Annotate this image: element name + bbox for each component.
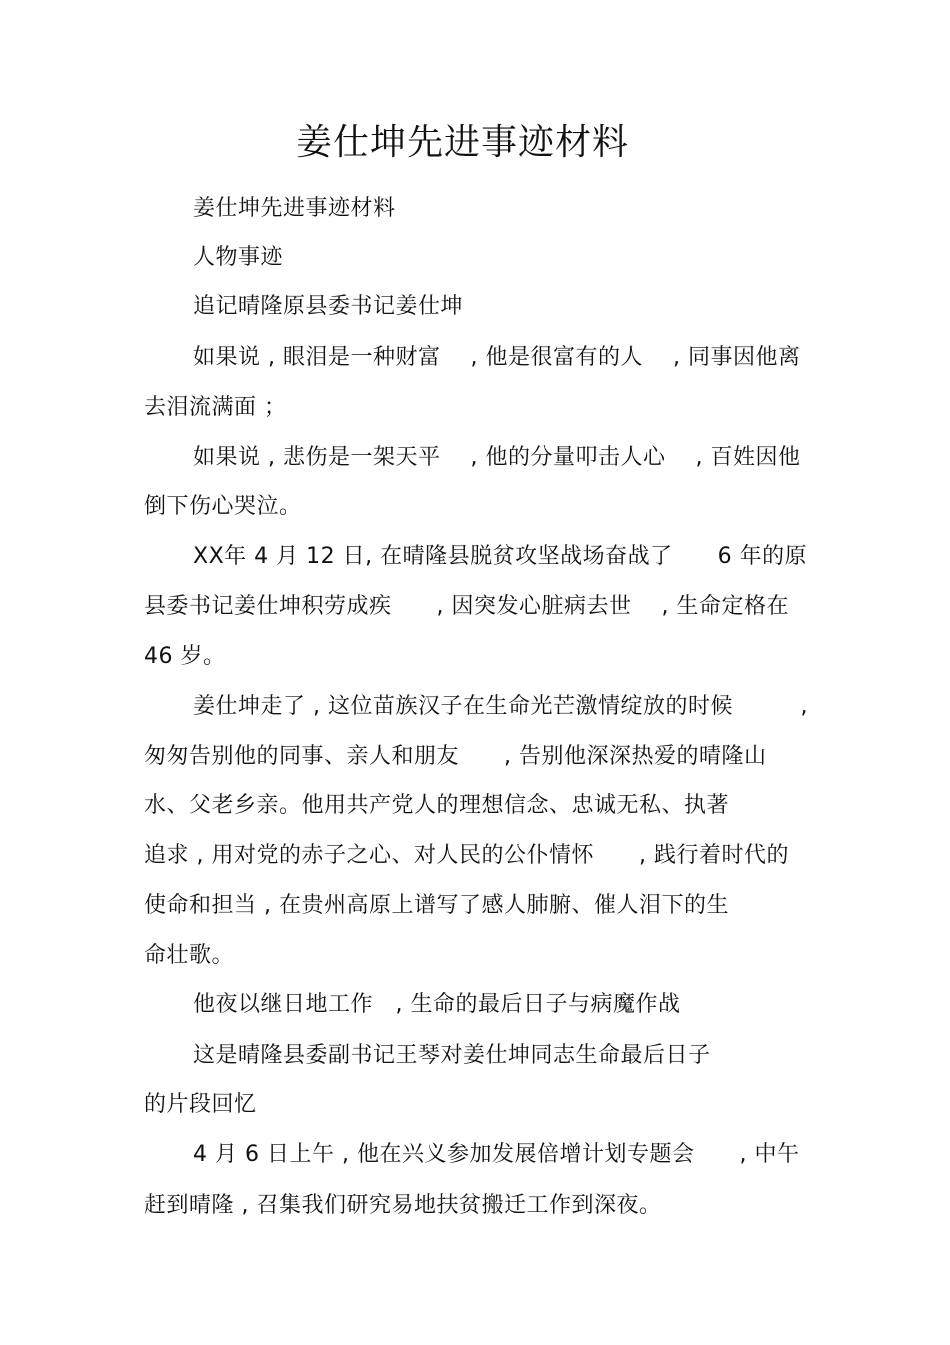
paragraph-line: 姜仕坤走了 , 这位苗族汉子在生命光芒激情绽放的时候 , [193, 694, 808, 719]
paragraph-line: 4 月 6 日上午 , 他在兴义参加发展倍增计划专题会 , 中午 [193, 1142, 800, 1167]
paragraph-line: 去泪流满面 ； [144, 395, 287, 420]
paragraph-line: 他夜以继日地工作 , 生命的最后日子与病魔作战 [193, 992, 681, 1017]
paragraph-line: 如果说 , 眼泪是一种财富 , 他是很富有的人 , 同事因他离 [193, 345, 801, 370]
paragraph-line: XX年 4 月 12 日, 在晴隆县脱贫攻坚战场奋战了 6 年的原 [193, 544, 808, 569]
paragraph-line: 匆匆告别他的同事、亲人和朋友 , 告别他深深热爱的晴隆山 [144, 744, 767, 769]
paragraph-line: 使命和担当 , 在贵州高原上谱写了感人肺腑、催人泪下的生 [144, 893, 729, 918]
document-title: 姜仕坤先进事迹材料 [295, 122, 629, 163]
paragraph-line: 追求 , 用对党的赤子之心、对人民的公仆情怀 , 践行着时代的 [144, 843, 789, 868]
paragraph-line: 如果说 , 悲伤是一架天平 , 他的分量叩击人心 , 百姓因他 [193, 445, 801, 470]
paragraph-line: 赶到晴隆 , 召集我们研究易地扶贫搬迁工作到深夜。 [144, 1193, 662, 1218]
paragraph-line: 倒下伤心哭泣。 [144, 494, 302, 519]
paragraph-line: 的片段回忆 [144, 1092, 257, 1117]
paragraph-line: 姜仕坤先进事迹材料 [193, 196, 396, 221]
paragraph-line: 水、父老乡亲。他用共产党人的理想信念、忠诚无私、执著 [144, 793, 730, 818]
paragraph-line: 命壮歌。 [144, 943, 235, 968]
paragraph-line: 追记晴隆原县委书记姜仕坤 [193, 294, 464, 319]
paragraph-line: 46 岁。 [144, 644, 226, 669]
paragraph-line: 这是晴隆县委副书记王琴对姜仕坤同志生命最后日子 [193, 1043, 711, 1068]
paragraph-line: 县委书记姜仕坤积劳成疾 , 因突发心脏病去世 , 生命定格在 [144, 594, 789, 619]
paragraph-line: 人物事迹 [193, 245, 284, 270]
